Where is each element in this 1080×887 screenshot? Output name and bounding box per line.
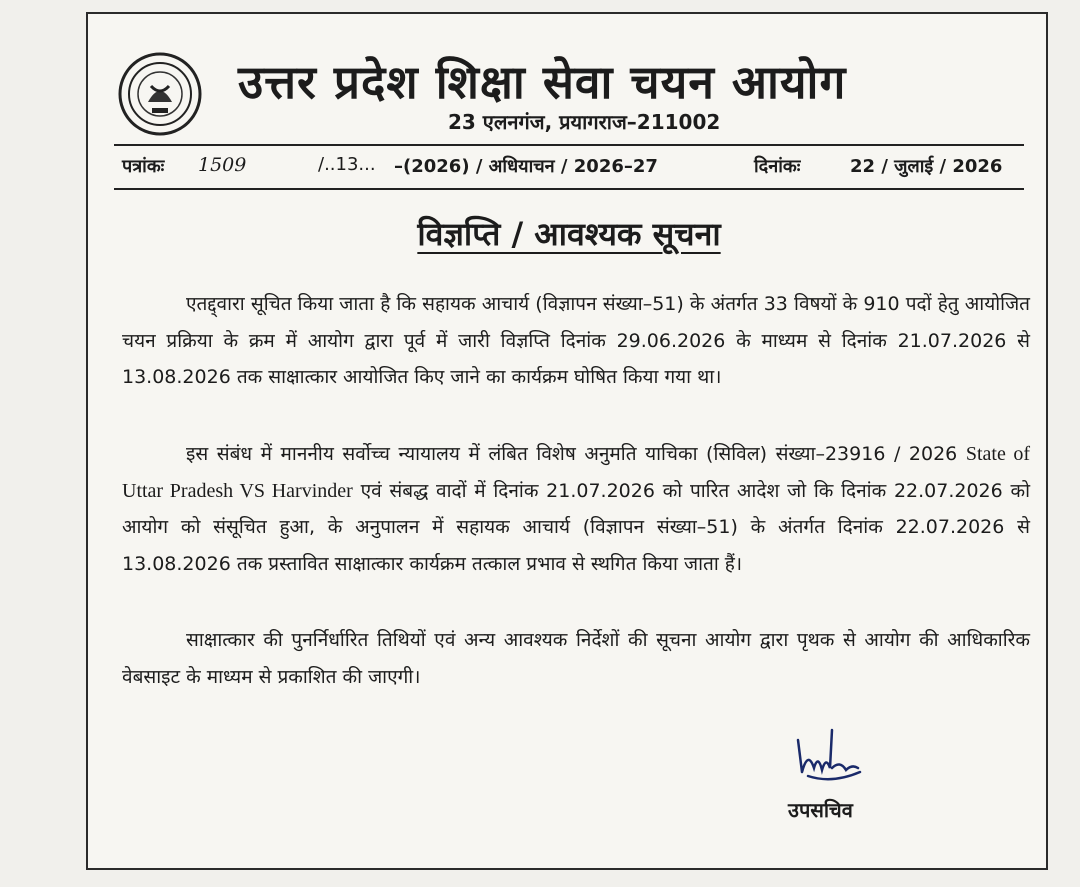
designation: उपसचिव — [788, 798, 853, 822]
patrank-mid: /..13... — [318, 154, 376, 175]
header-divider-bottom — [114, 188, 1024, 190]
notice-title — [88, 212, 1050, 255]
paragraph-1: एतद्द्वारा सूचित किया जाता है कि सहायक आचार्य (विज्ञापन संख्या–51) के अंतर्गत 33 विषयों के 910 पदों हेतु आयोजित चयन प्रक्रिया के क्रम में आयोग द्वारा पूर्व में जारी विज्ञप्ति दिनांक 29.06.2026 के माध्यम से दिनांक 21.07.2026 से 13.08.2026 तक साक्षात्कार आयोजित किए जाने का कार्यक्रम घोषित किया गया था। — [122, 293, 1030, 388]
reference-line — [122, 154, 1022, 184]
patrank-label: पत्रांकः — [122, 156, 165, 177]
case-title: State of Uttar Pradesh VS Harvinder — [122, 443, 1030, 502]
paragraph-3: साक्षात्कार की पुनर्निर्धारित तिथियों एवं अन्य आवश्यक निर्देशों की सूचना आयोग द्वारा पृथक से आयोग की आधिकारिक वेबसाइट के माध्यम से प्रकाशित की जाएगी। — [122, 629, 1030, 688]
notice-title-text: विज्ञप्ति / आवश्यक सूचना — [417, 215, 721, 253]
notice-document — [86, 12, 1048, 870]
up-government-emblem-icon — [118, 52, 202, 136]
patrank-rest: –(2026) / अधियाचन / 2026–27 — [394, 156, 658, 177]
date-label: दिनांकः — [754, 156, 801, 177]
organization-name: उत्तर प्रदेश शिक्षा सेवा चयन आयोग — [238, 55, 847, 109]
paragraph-2-part-a: इस संबंध में माननीय सर्वोच्च न्यायालय में लंबित विशेष अनुमति याचिका (सिविल) संख्या–23916 / 2026 — [186, 443, 958, 465]
date-value: 22 / जुलाई / 2026 — [850, 156, 1003, 177]
patrank-number: 1509 — [198, 154, 247, 176]
header-divider-top — [114, 144, 1024, 146]
organization-address: 23 एलनगंज, प्रयागराज–211002 — [448, 110, 721, 134]
paragraph-2 — [122, 436, 1030, 582]
paragraph-2-part-b: एवं संबद्ध वादों में दिनांक 21.07.2026 को पारित आदेश जो कि दिनांक 22.07.2026 को आयोग को संसूचित हुआ, के अनुपालन में सहायक आचार्य (विज्ञापन संख्या–51) के अंतर्गत दिनांक 22.07.2026 से 13.08.2026 तक प्रस्तावित साक्षात्कार कार्यक्रम तत्काल प्रभाव से स्थगित किया जाता हैं। — [122, 479, 1030, 575]
handwritten-signature-icon — [788, 710, 868, 790]
